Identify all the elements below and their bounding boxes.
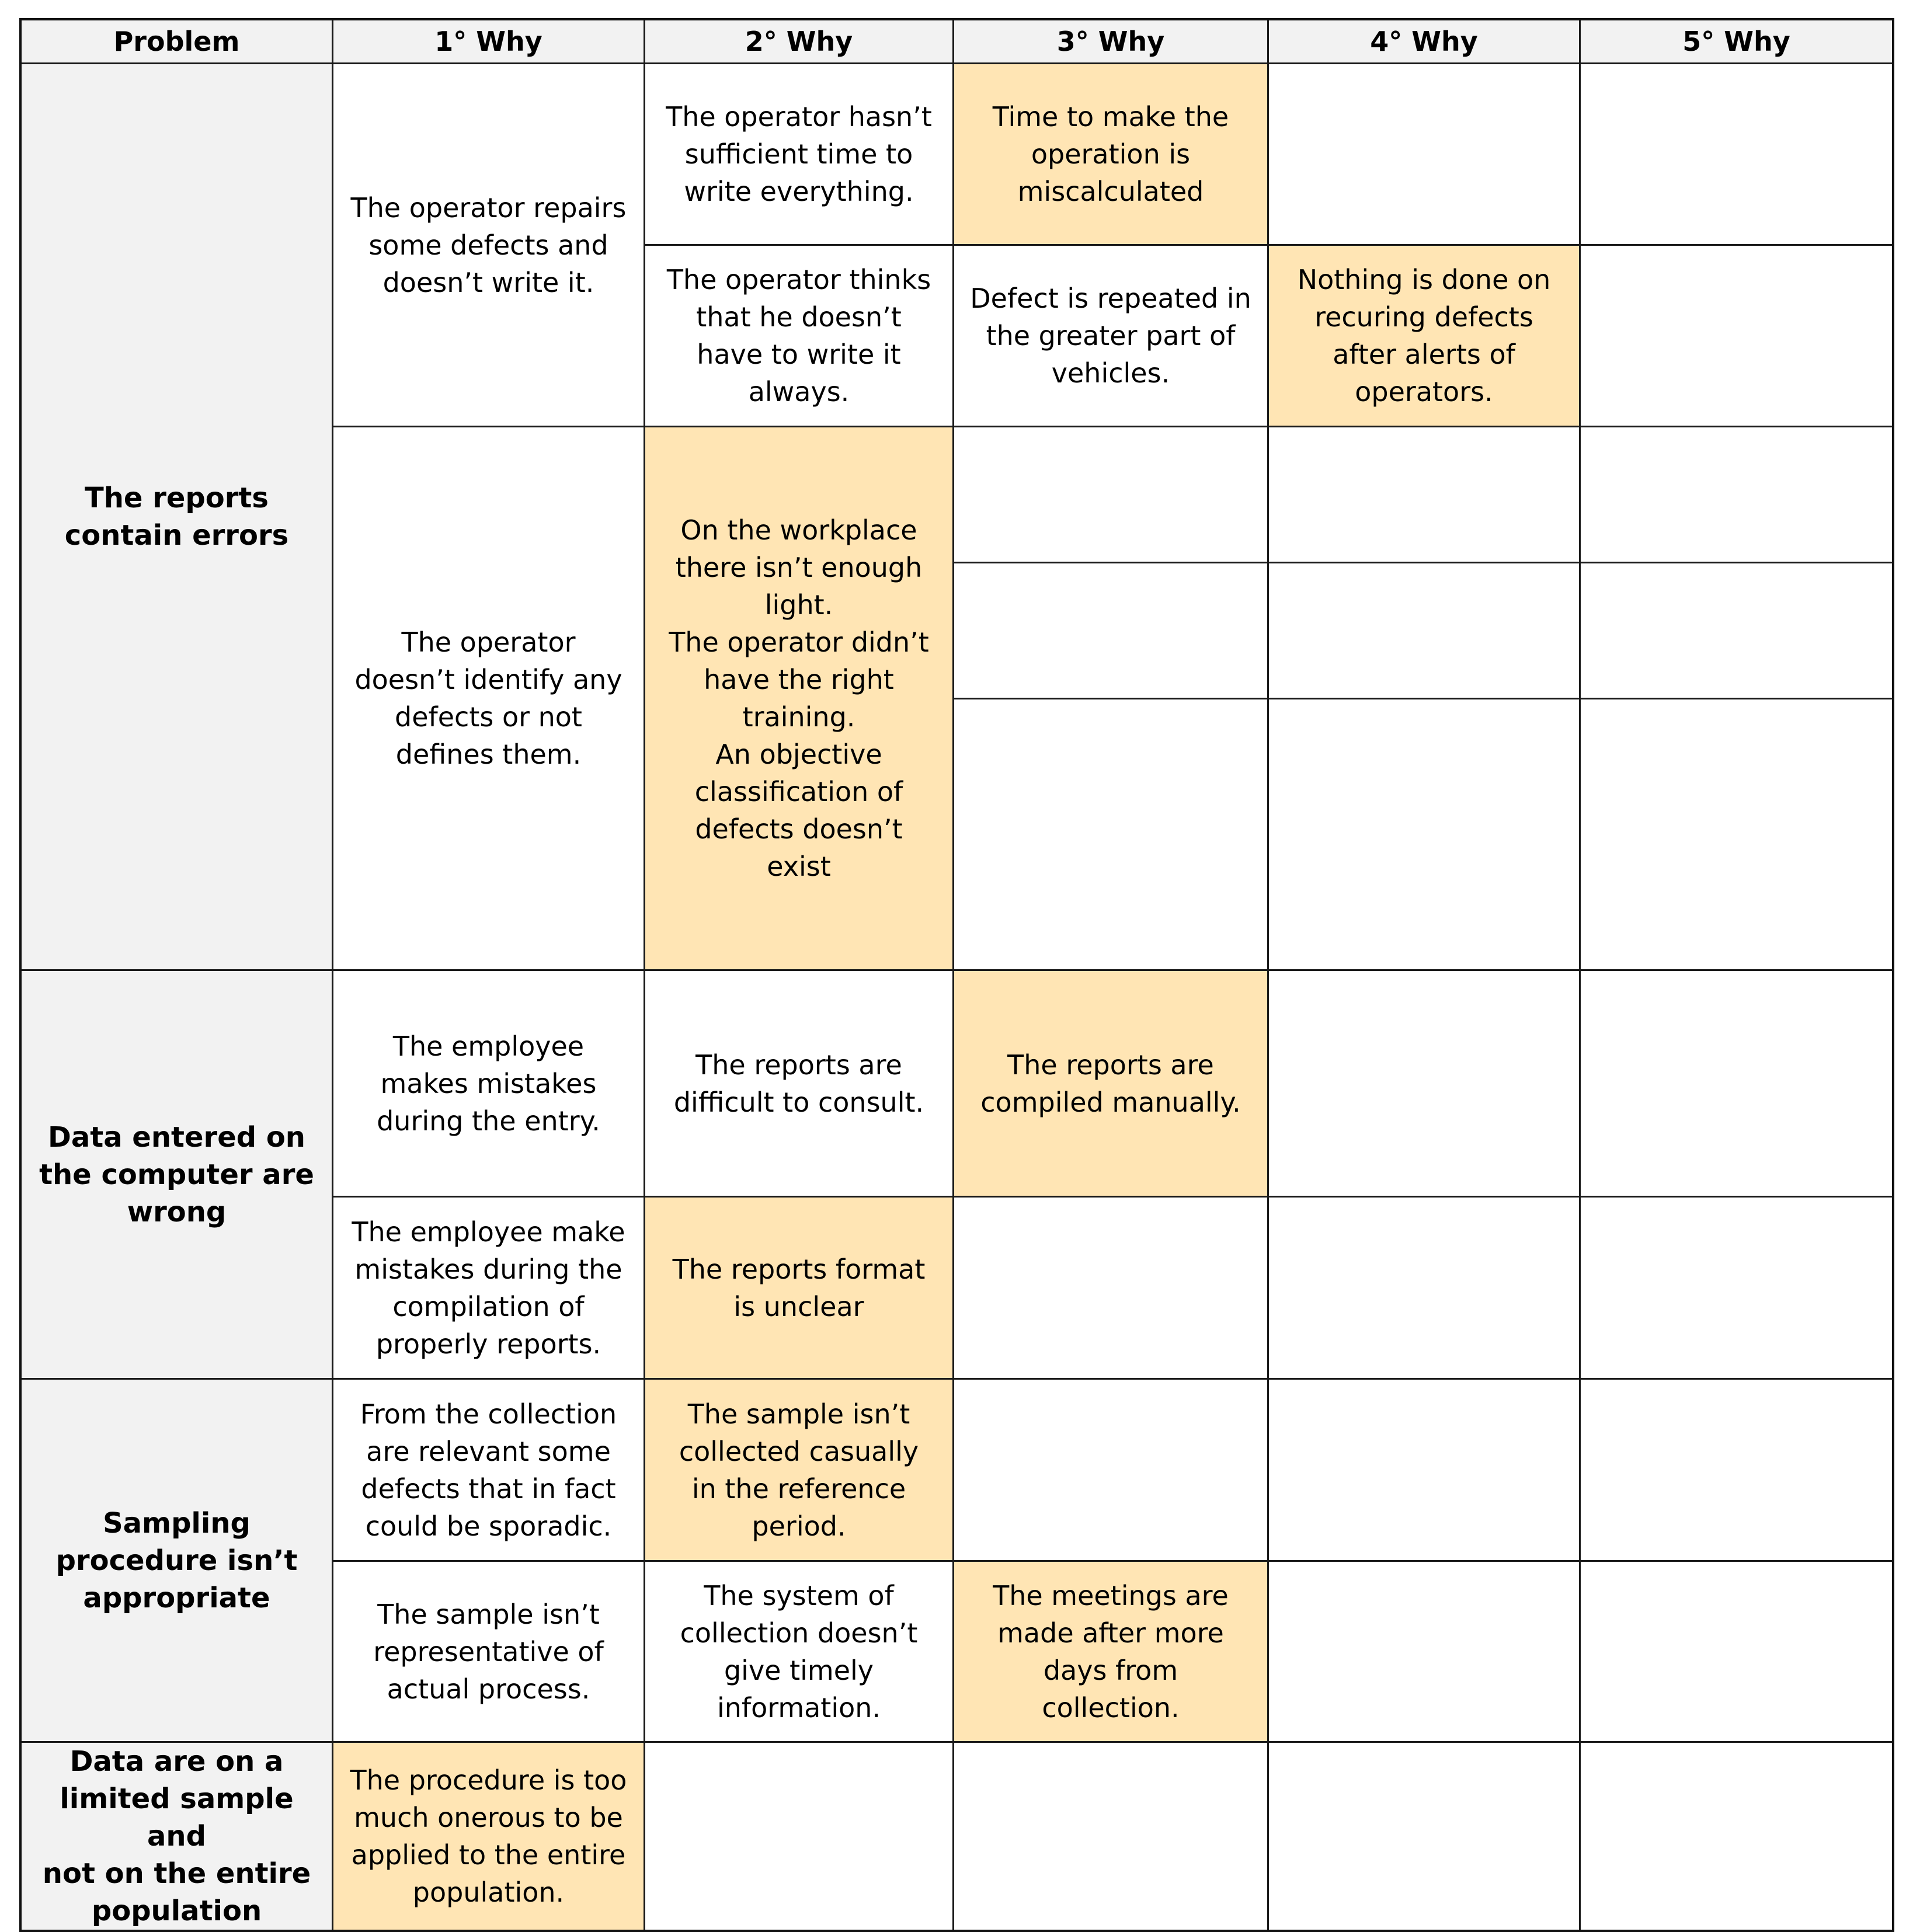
- why-cell-text: The operator repairs some defects and doesn’t write it.: [350, 192, 627, 298]
- header-why-3: [954, 20, 1269, 64]
- why-cell: [645, 246, 954, 427]
- header-why-5-text: 5° Why: [1682, 26, 1790, 57]
- problem-cell: [22, 64, 333, 971]
- header-problem: [22, 20, 333, 64]
- why-cell: [333, 971, 645, 1198]
- root-cause-cell: [1269, 246, 1581, 427]
- why-cell: [1269, 1562, 1581, 1743]
- why-cell: [1581, 64, 1892, 246]
- why-cell: [1581, 246, 1892, 427]
- root-cause-cell-text: Nothing is done on recuring defects after alerts of operators.: [1297, 264, 1551, 408]
- why-cell: [1581, 971, 1892, 1198]
- why-cell: [1581, 563, 1892, 699]
- why-cell: [333, 1198, 645, 1380]
- why-cell: [1269, 1198, 1581, 1380]
- root-cause-cell-text: The reports are compiled manually.: [980, 1049, 1241, 1118]
- why-cell: [954, 563, 1269, 699]
- why-cell: [1269, 1743, 1581, 1930]
- why-cell-text: Defect is repeated in the greater part of vehicles.: [970, 283, 1251, 389]
- why-cell-text: The sample isn’t representative of actual process.: [373, 1598, 604, 1705]
- header-problem-text: Problem: [113, 26, 240, 57]
- why-cell-text: The operator thinks that he doesn’t have to write it always.: [666, 264, 931, 408]
- why-cell: [1581, 699, 1892, 971]
- why-cell: [645, 64, 954, 246]
- problem-cell: [22, 971, 333, 1380]
- problem-cell-text: Data are on a limited sample and not on the entire population: [42, 1745, 311, 1927]
- root-cause-cell: [645, 427, 954, 971]
- why-cell: [1581, 1743, 1892, 1930]
- header-why-2-text: 2° Why: [745, 26, 853, 57]
- why-cell: [954, 427, 1269, 563]
- root-cause-cell-text: The procedure is too much onerous to be applied to the entire population.: [350, 1764, 627, 1908]
- root-cause-cell-text: The sample isn’t collected casually in the reference period.: [679, 1398, 919, 1542]
- why-cell: [1581, 427, 1892, 563]
- root-cause-cell-text: The meetings are made after more days from collection.: [993, 1579, 1229, 1724]
- header-why-4: [1269, 20, 1581, 64]
- header-why-3-text: 3° Why: [1056, 26, 1165, 57]
- why-cell: [954, 699, 1269, 971]
- why-cell: [1581, 1562, 1892, 1743]
- header-why-2: [645, 20, 954, 64]
- why-cell-text: The operator hasn’t sufficient time to write everything.: [666, 101, 932, 207]
- why-cell-text: The employee makes mistakes during the entry.: [377, 1030, 600, 1137]
- problem-cell: [22, 1380, 333, 1743]
- why-cell: [1269, 563, 1581, 699]
- why-cell: [954, 246, 1269, 427]
- why-cell: [333, 1562, 645, 1743]
- root-cause-cell: [954, 64, 1269, 246]
- root-cause-cell: [645, 1198, 954, 1380]
- five-whys-table: [19, 18, 1894, 1932]
- why-cell: [1269, 699, 1581, 971]
- why-cell-text: The operator doesn’t identify any defects or not defines them.: [354, 626, 622, 770]
- why-cell: [1581, 1380, 1892, 1562]
- root-cause-cell: [954, 1562, 1269, 1743]
- root-cause-cell-text: Time to make the operation is miscalculated: [992, 101, 1229, 207]
- why-cell: [954, 1380, 1269, 1562]
- header-why-4-text: 4° Why: [1370, 26, 1478, 57]
- header-why-5: [1581, 20, 1892, 64]
- problem-cell: [22, 1743, 333, 1930]
- problem-cell-text: Sampling procedure isn’t appropriate: [55, 1506, 298, 1614]
- why-cell-text: The system of collection doesn’t give timely information.: [680, 1579, 918, 1724]
- problem-cell-text: The reports contain errors: [64, 482, 289, 552]
- why-cell-text: The reports are difficult to consult.: [673, 1049, 924, 1118]
- why-cell: [1269, 1380, 1581, 1562]
- header-why-1-text: 1° Why: [434, 26, 542, 57]
- why-cell: [954, 1743, 1269, 1930]
- why-cell: [1269, 64, 1581, 246]
- why-cell: [333, 1380, 645, 1562]
- why-cell: [1581, 1198, 1892, 1380]
- why-cell: [333, 64, 645, 427]
- why-cell: [1269, 971, 1581, 1198]
- why-cell: [333, 427, 645, 971]
- why-cell: [1269, 427, 1581, 563]
- why-cell: [645, 971, 954, 1198]
- why-cell: [645, 1562, 954, 1743]
- why-cell-text: From the collection are relevant some defects that in fact could be sporadic.: [360, 1398, 617, 1542]
- root-cause-cell-text: The reports format is unclear: [672, 1253, 926, 1322]
- root-cause-cell-text: On the workplace there isn’t enough light. The operator didn’t have the right training. An objective classification of defects doesn’t exist: [669, 514, 929, 882]
- header-why-1: [333, 20, 645, 64]
- why-cell: [645, 1743, 954, 1930]
- why-cell-text: The employee make mistakes during the compilation of properly reports.: [352, 1216, 625, 1360]
- problem-cell-text: Data entered on the computer are wrong: [39, 1120, 314, 1228]
- root-cause-cell: [954, 971, 1269, 1198]
- root-cause-cell: [645, 1380, 954, 1562]
- root-cause-cell: [333, 1743, 645, 1930]
- why-cell: [954, 1198, 1269, 1380]
